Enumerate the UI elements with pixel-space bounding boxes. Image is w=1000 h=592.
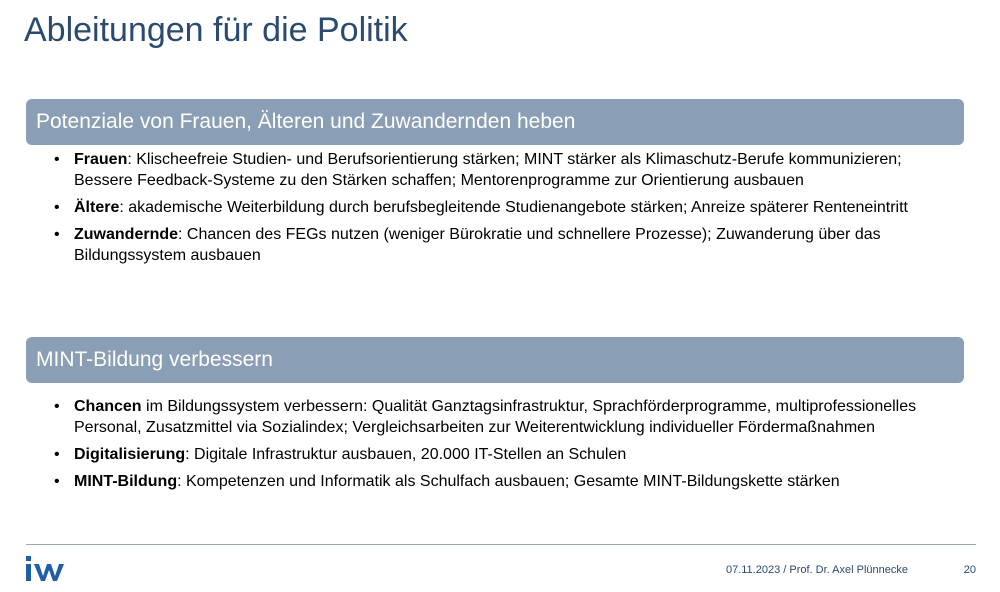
bullet-term: MINT-Bildung xyxy=(74,473,178,490)
bullet-list-mint-bildung xyxy=(50,396,960,498)
bullet-mint-bildung xyxy=(50,471,960,492)
bullet-frauen xyxy=(50,149,960,191)
section-heading-potenziale: Potenziale von Frauen, Älteren und Zuwandernden heben xyxy=(26,99,964,145)
slide-title: Ableitungen für die Politik xyxy=(24,11,408,49)
bullet-dot-icon: • xyxy=(54,199,60,216)
bullet-text: im Bildungssystem verbessern: Qualität Ganztagsinfrastruktur, Sprachförderprogramme, multiprofessionelles Personal, Zusatzmittel via Sozialindex; Vergleichsarbeiten zur Weiterentwicklung individueller Fördermaßnahmen xyxy=(74,398,917,436)
bullet-chancen xyxy=(50,396,960,438)
bullet-text: : Kompetenzen und Informatik als Schulfach ausbauen; Gesamte MINT-Bildungskette stärken xyxy=(177,473,840,490)
bullet-term: Ältere xyxy=(74,199,120,216)
bullet-term: Digitalisierung xyxy=(74,446,186,463)
iw-logo-icon xyxy=(24,553,64,585)
bullet-text: : akademische Weiterbildung durch berufsbegleitende Studienangebote stärken; Anreize späterer Renteneintritt xyxy=(119,199,908,216)
bullet-text: : Digitale Infrastruktur ausbauen, 20.000 IT-Stellen an Schulen xyxy=(185,446,627,463)
bullet-dot-icon: • xyxy=(54,226,60,243)
footer-divider xyxy=(26,544,976,545)
bullet-dot-icon: • xyxy=(54,446,60,463)
bullet-aeltere xyxy=(50,197,960,218)
bullet-digitalisierung xyxy=(50,444,960,465)
bullet-dot-icon: • xyxy=(54,398,60,415)
bullet-text: : Klischeefreie Studien- und Berufsorientierung stärken; MINT stärker als Klimaschutz-Berufe kommunizieren; Bessere Feedback-Systeme zu den Stärken schaffen; Mentorenprogramme zur Orientierung ausbauen xyxy=(74,151,902,189)
footer-info: 07.11.2023 / Prof. Dr. Axel Plünnecke xyxy=(725,564,908,576)
section-heading-mint-bildung: MINT-Bildung verbessern xyxy=(26,337,964,383)
bullet-text: : Chancen des FEGs nutzen (weniger Bürokratie und schnellere Prozesse); Zuwanderung über das Bildungssystem ausbauen xyxy=(74,226,881,264)
bullet-dot-icon: • xyxy=(54,151,60,168)
bullet-term: Frauen xyxy=(74,151,128,168)
bullet-list-potenziale xyxy=(50,149,960,272)
bullet-dot-icon: • xyxy=(54,473,60,490)
bullet-term: Zuwandernde xyxy=(74,226,179,243)
page-number: 20 xyxy=(963,564,976,576)
bullet-term: Chancen xyxy=(74,398,142,415)
bullet-zuwandernde xyxy=(50,224,960,266)
